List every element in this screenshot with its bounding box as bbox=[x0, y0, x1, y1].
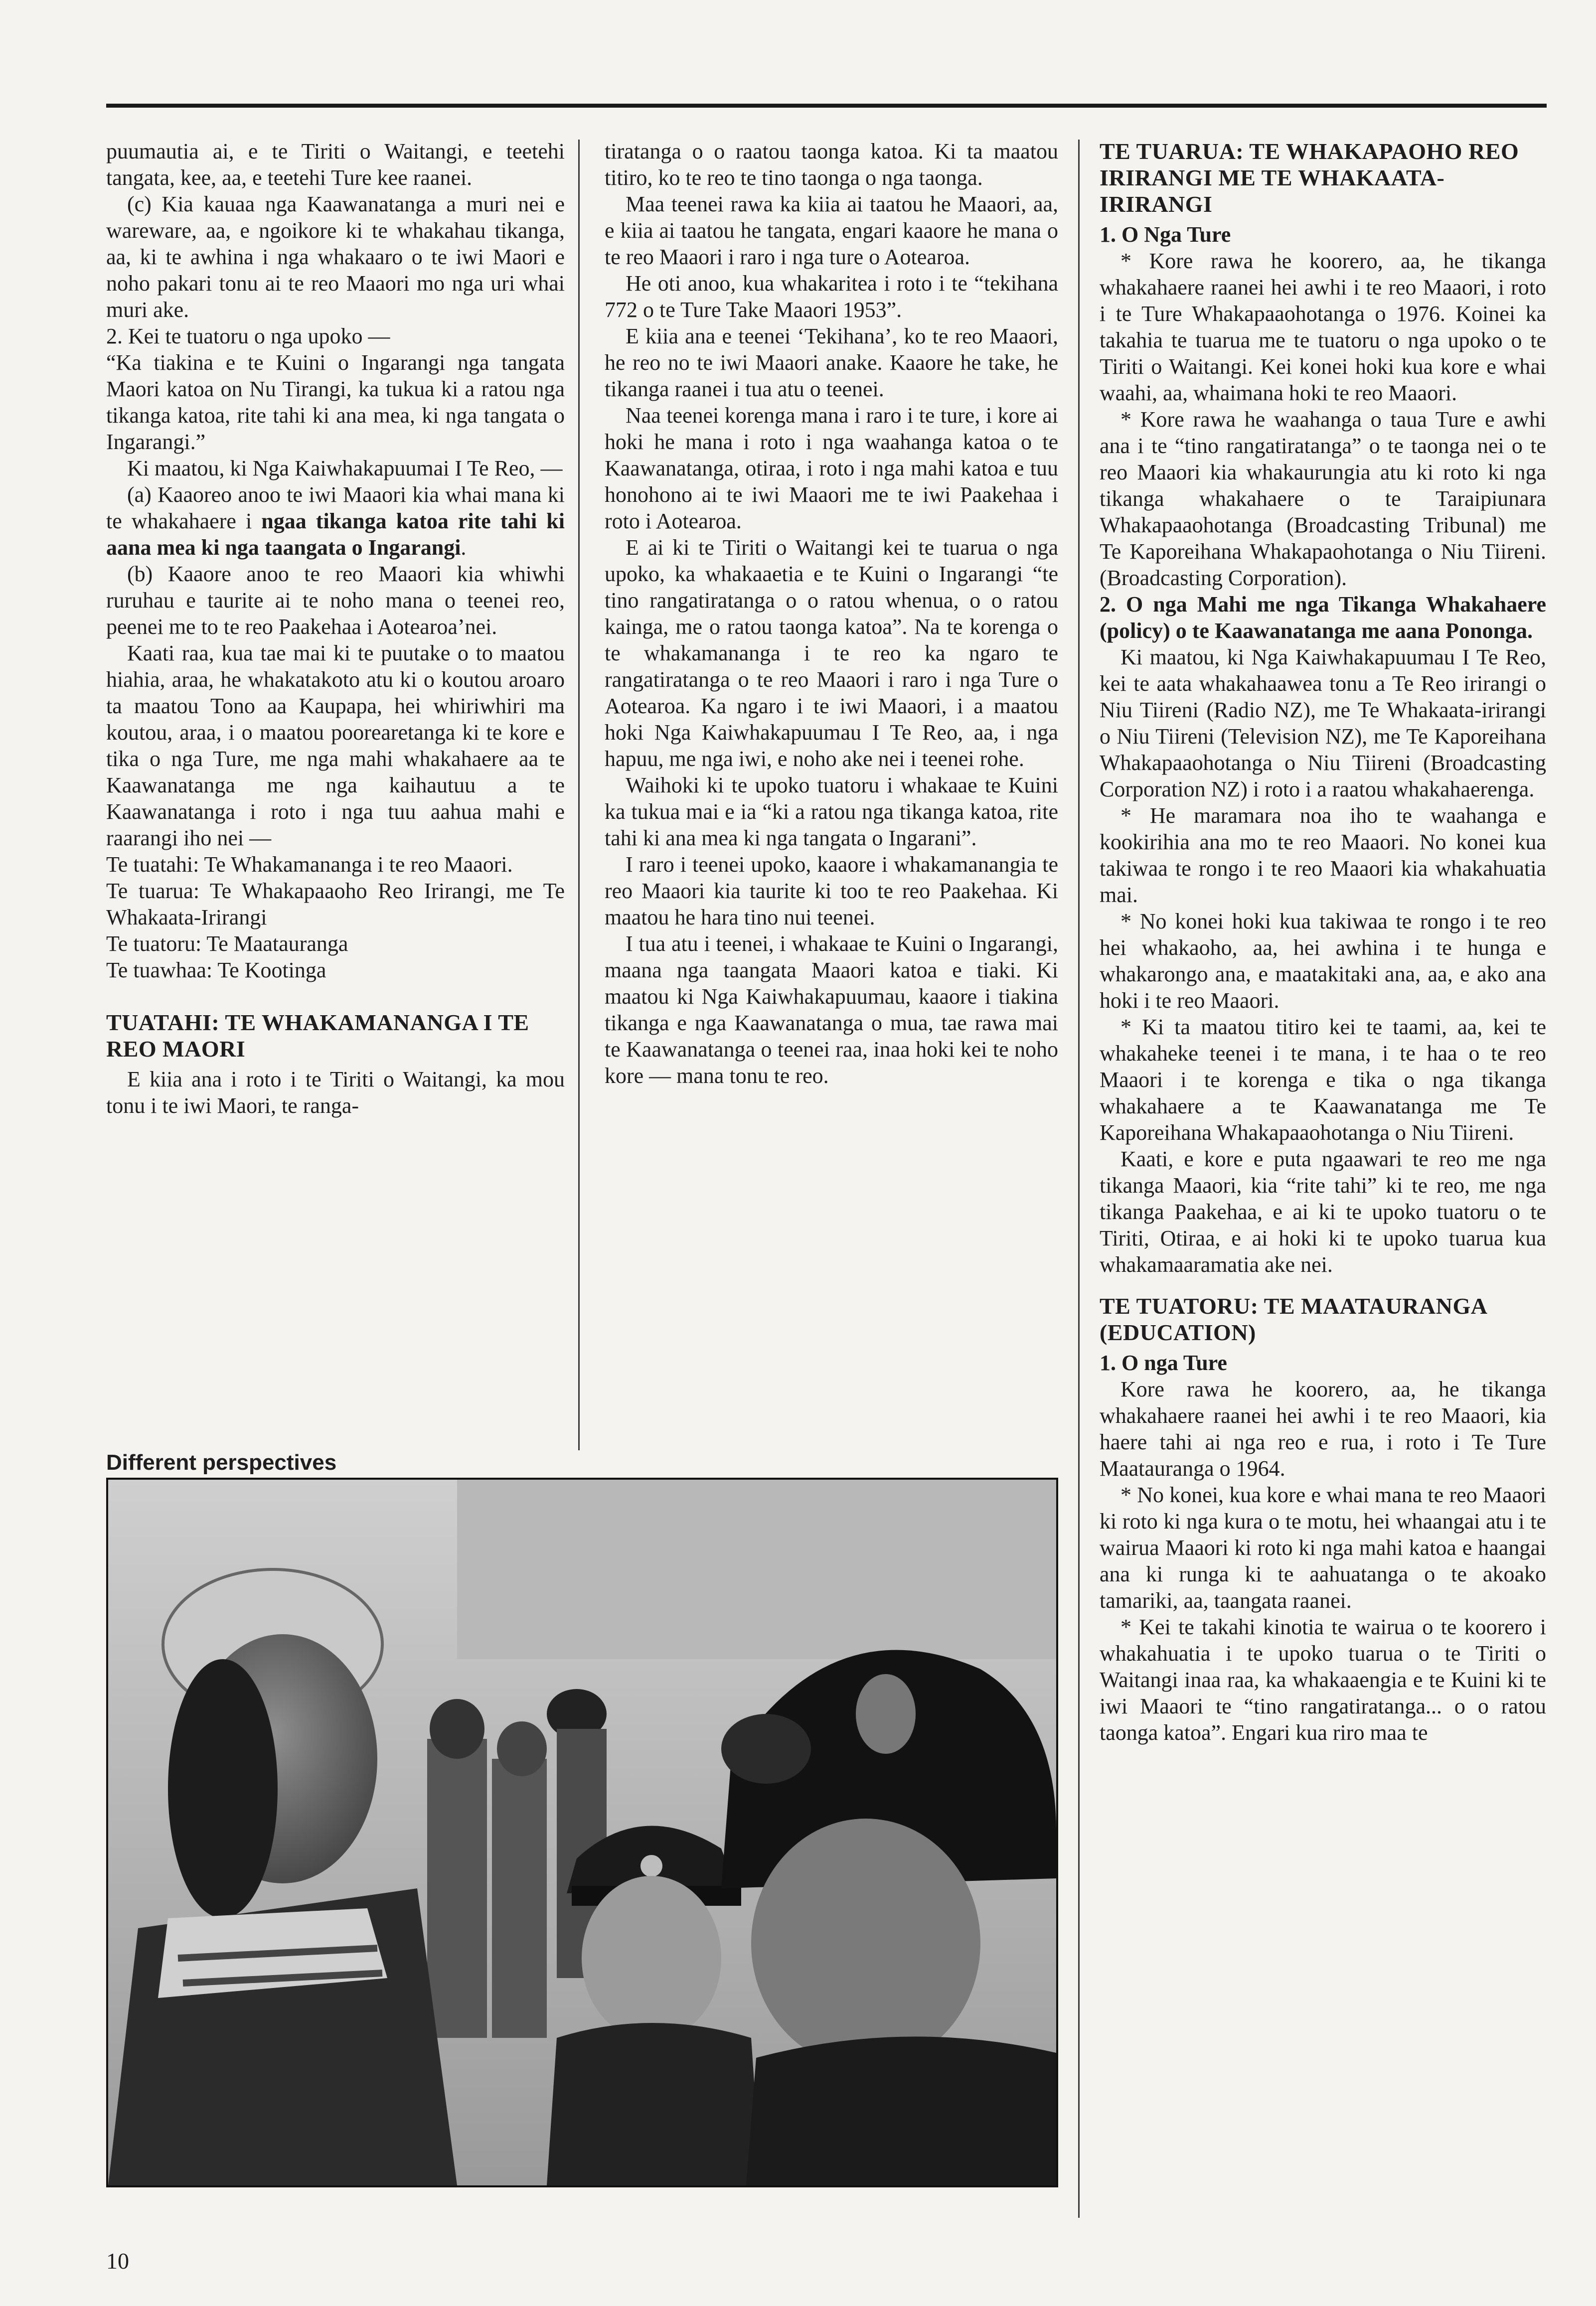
subheading bbox=[1100, 1350, 1546, 1376]
page-number: 10 bbox=[106, 2248, 129, 2274]
top-rule bbox=[106, 104, 1547, 108]
subheading-text: 2. O nga Mahi me nga Tikanga Whakahaere (policy) o te Kaawanatanga me aana Pononga. bbox=[1100, 592, 1546, 643]
paragraph: E ai ki te Tiriti o Waitangi kei te tuarua o nga upoko, ka whakaaetia e te Kuini o Ingarangi “te tino rangatiratanga o o ratou whenua, o o ratou kainga, me o ratou taonga katoa”. Na te korenga o te whakamananga i te reo ka ngaro te rangatiratanga o te reo Maaori i raro i nga Ture o Aotearoa. Ka ngaro i te iwi Maaori, i a maatou hoki Nga Kaiwhakapuumau I Te Reo, aa, i nga hapuu, me nga iwi, e noho ake nei i teenei rohe. bbox=[605, 535, 1058, 771]
paragraph: * No konei, kua kore e whai mana te reo Maaori ki roto ki nga kura o te motu, hei whaangai atu i te wairua Maaori ki roto ki nga mahi katoa e haangai ana ki runga ki te aahuatanga o te akoako tamariki, aa, taangata raanei. bbox=[1100, 1483, 1546, 1613]
photo-caption: Different perspectives bbox=[106, 1450, 337, 1475]
paragraph: * Ki ta maatou titiro kei te taami, aa, kei te whakaheke teenei i te mana, i te haa o te reo Maaori i te korenga e tika o nga tikanga whakahaere a te Kaawanatanga me Te Kaporeihana Whakapaaohotanga o Niu Tiireni. bbox=[1100, 1015, 1546, 1145]
column-divider-1 bbox=[578, 140, 580, 1450]
paragraph: Kaati, e kore e puta ngaawari te reo me nga tikanga Maaori, kia “rite tahi” ki te reo, me nga tikanga Paakehaa, e ai ki te upoko tuatoru o te Tiriti, Otiraa, e ai hoki ki te upoko tuarua kua whakamaaramatia ake nei. bbox=[1100, 1147, 1546, 1277]
column-3 bbox=[1100, 138, 1546, 1746]
paragraph: (c) Kia kauaa nga Kaawanatanga a muri nei e wareware, aa, e ngoikore ki te whakahau tikanga, aa, ki te awhina i nga whakaaro o te iwi Maori e noho pakari tonu ai te reo Maaori mo nga uri whai muri ake. bbox=[106, 192, 565, 322]
section-heading: TE TUARUA: TE WHAKAPAOHO REO IRIRANGI ME TE WHAKAATA-IRIRANGI bbox=[1100, 139, 1519, 217]
paragraph bbox=[106, 481, 565, 561]
quote: “Ka tiakina e te Kuini o Ingarangi nga tangata Maori katoa on Nu Tirangi, ka tukua ki a ratou nga tikanga katoa, rite tahi ki ana mea, ki nga tangata o Ingarangi.” bbox=[106, 350, 565, 454]
paragraph: I raro i teenei upoko, kaaore i whakamanangia te reo Maaori kia taurite ki too te reo Paakehaa. Ki maatou he hara tino nui teenei. bbox=[605, 852, 1058, 929]
paragraph: Kore rawa he koorero, aa, he tikanga whakahaere raanei hei awhi i te reo Maaori, kia haere tahi ai nga reo e rua, i roto i Te Ture Maatauranga o 1964. bbox=[1100, 1377, 1546, 1481]
photo-illustration bbox=[108, 1480, 1056, 2185]
list-item: Te tuarua: Te Whakapaaoho Reo Irirangi, me Te Whakaata-Irirangi bbox=[106, 879, 565, 929]
background-building bbox=[457, 1480, 1056, 1659]
paragraph: * Kei te takahi kinotia te wairua o te koorero i whakahuatia i te upoko tuarua o te Tiriti o Waitangi inaa raa, ka whakaaengia e te Kuini ki te iwi Maaori te “tino rangatiratanga... o o ratou taonga katoa”. Engari kua riro maa te bbox=[1100, 1615, 1546, 1745]
paragraph: puumautia ai, e te Tiriti o Waitangi, e teetehi tangata, kee, aa, e teetehi Ture kee raanei. bbox=[106, 139, 565, 190]
paragraph: Maa teenei rawa ka kiia ai taatou he Maaori, aa, e kiia ai taatou he tangata, engari kaaore he mana o te reo Maaori i raro i nga ture o Aotearoa. bbox=[605, 192, 1058, 269]
column-divider-2 bbox=[1078, 140, 1080, 2218]
list-item: Te tuatahi: Te Whakamananga i te reo Maaori. bbox=[106, 852, 513, 877]
paragraph: Kaati raa, kua tae mai ki te puutake o to maatou hiahia, araa, he whakatakoto atu ki o koutou aroaro ta maatou Tono aa Kaupapa, hei whiriwhiri ma koutou, araa, i o maatou poorearetanga ki te kore e tika o nga Ture, me nga mahi whakahaere aa te Kaawanatanga me nga kaihautuu a te Kaawanatanga i roto i nga tuu aahua mahi e raarangi iho nei — bbox=[106, 641, 565, 850]
subheading-text: 1. O Nga Ture bbox=[1100, 222, 1231, 247]
paragraph: 2. Kei te tuatoru o nga upoko — bbox=[106, 324, 390, 348]
paragraph: * No konei hoki kua takiwaa te rongo i te reo hei whakaoho, aa, hei awhina i te hunga e whakarongo ana, e maatakitaki ana, aa, e ako ana hoki i te reo Maaori. bbox=[1100, 909, 1546, 1013]
text-run: (a) Kaaoreo anoo te iwi Maaori kia whai mana ki te whakahaere i bbox=[106, 482, 565, 533]
paragraph: Naa teenei korenga mana i raro i te ture, i kore ai hoki he mana i roto i nga waahanga katoa o te Kaawanatanga, otiraa, i roto i nga mahi katoa e tuu honohono ai te iwi Maaori me te iwi Paakehaa i roto i Aotearoa. bbox=[605, 403, 1058, 533]
column-2 bbox=[605, 138, 1058, 1089]
paragraph: E kiia ana i roto i te Tiriti o Waitangi, ka mou tonu i te iwi Maori, te ranga- bbox=[106, 1067, 565, 1118]
section-heading: TE TUATORU: TE MAATAURANGA (EDUCATION) bbox=[1100, 1293, 1486, 1345]
paragraph: * Kore rawa he waahanga o taua Ture e awhi ana i te “tino rangatiratanga” o te taonga nei o te reo Maaori kia whakaurungia atu ki roto ki nga tikanga whakahaere o te Taraipiunara Whakapaaohotanga (Broadcasting Tribunal) me Te Kaporeihana Whakapaohotanga o Niu Tiireni. (Broadcasting Corporation). bbox=[1100, 407, 1546, 590]
paragraph: Waihoki ki te upoko tuatoru i whakaae te Kuini ka tukua mai e ia “ki a ratou nga tikanga katoa, rite tahi ki ana mea ki nga tangata o Ingarani”. bbox=[605, 773, 1058, 850]
paragraph: (b) Kaaore anoo te reo Maaori kia whiwhi ruruhau e taurite ai te noho mana o teenei reo, peenei me to te reo Paakehaa i Aotearoa’nei. bbox=[106, 562, 565, 639]
subheading-text: 1. O nga Ture bbox=[1100, 1351, 1227, 1375]
subheading bbox=[1100, 221, 1546, 248]
subheading bbox=[1100, 591, 1546, 644]
list-item: Te tuatoru: Te Maatauranga bbox=[106, 931, 348, 956]
paragraph: tiratanga o o raatou taonga katoa. Ki ta maatou titiro, ko te reo te tino taonga o nga taonga. bbox=[605, 139, 1058, 190]
list-item: Te tuawhaa: Te Kootinga bbox=[106, 958, 326, 982]
paragraph: He oti anoo, kua whakaritea i roto i te “tekihana 772 o te Ture Take Maaori 1953”. bbox=[605, 271, 1058, 322]
distant-helmet bbox=[721, 1714, 811, 1784]
paragraph: * Kore rawa he koorero, aa, he tikanga whakahaere raanei hei awhi i te reo Maaori, i roto i te Ture Whakapaaohotanga o 1976. Koinei ka takahia te tuarua me te tuatoru o nga upoko o te Tiriti o Waitangi. Kei konei hoki kua kore e whai waahi, aa, whaimana hoki te reo Maaori. bbox=[1100, 249, 1546, 405]
text-run: . bbox=[461, 535, 467, 560]
paragraph: * He maramara noa iho te waahanga e kookirihia ana mo te reo Maaori. No konei kua takiwaa te rongo i te reo Maaori kia whakahuatia mai. bbox=[1100, 803, 1546, 907]
photograph bbox=[106, 1478, 1058, 2187]
section-heading: TUATAHI: TE WHAKAMANANGA I TE REO MAORI bbox=[106, 1010, 529, 1062]
paragraph: Ki maatou, ki Nga Kaiwhakapuumai I Te Reo, — bbox=[127, 456, 563, 480]
column-1 bbox=[106, 138, 565, 1119]
bold-text: ngaa tikanga katoa rite tahi ki aana mea ki nga taangata o Ingarangi bbox=[106, 509, 565, 560]
paragraph: I tua atu i teenei, i whakaae te Kuini o Ingarangi, maana nga taangata Maaori katoa e tiaki. Ki maatou ki Nga Kaiwhakapuumau, kaaore i tiakina tikanga e nga Kaawanatanga o mua, tae rawa mai te Kaawanatanga o teenei raa, inaa hoki kei te noho kore — mana tonu te reo. bbox=[605, 931, 1058, 1088]
paragraph: E kiia ana e teenei ‘Tekihana’, ko te reo Maaori, he reo no te iwi Maaori anake. Kaaore he take, he tikanga raanei i tua atu o teenei. bbox=[605, 324, 1058, 401]
paragraph: Ki maatou, ki Nga Kaiwhakapuumau I Te Reo, kei te aata whakahaawea tonu a Te Reo irirangi o Niu Tiireni (Radio NZ), me Te Whakaata-irirangi o Niu Tiireni (Television NZ), me Te Kaporeihana Whakapaaohotanga o Niu Tiireni (Broadcasting Corporation NZ) i roto i a raatou whakahaerenga. bbox=[1100, 645, 1546, 801]
